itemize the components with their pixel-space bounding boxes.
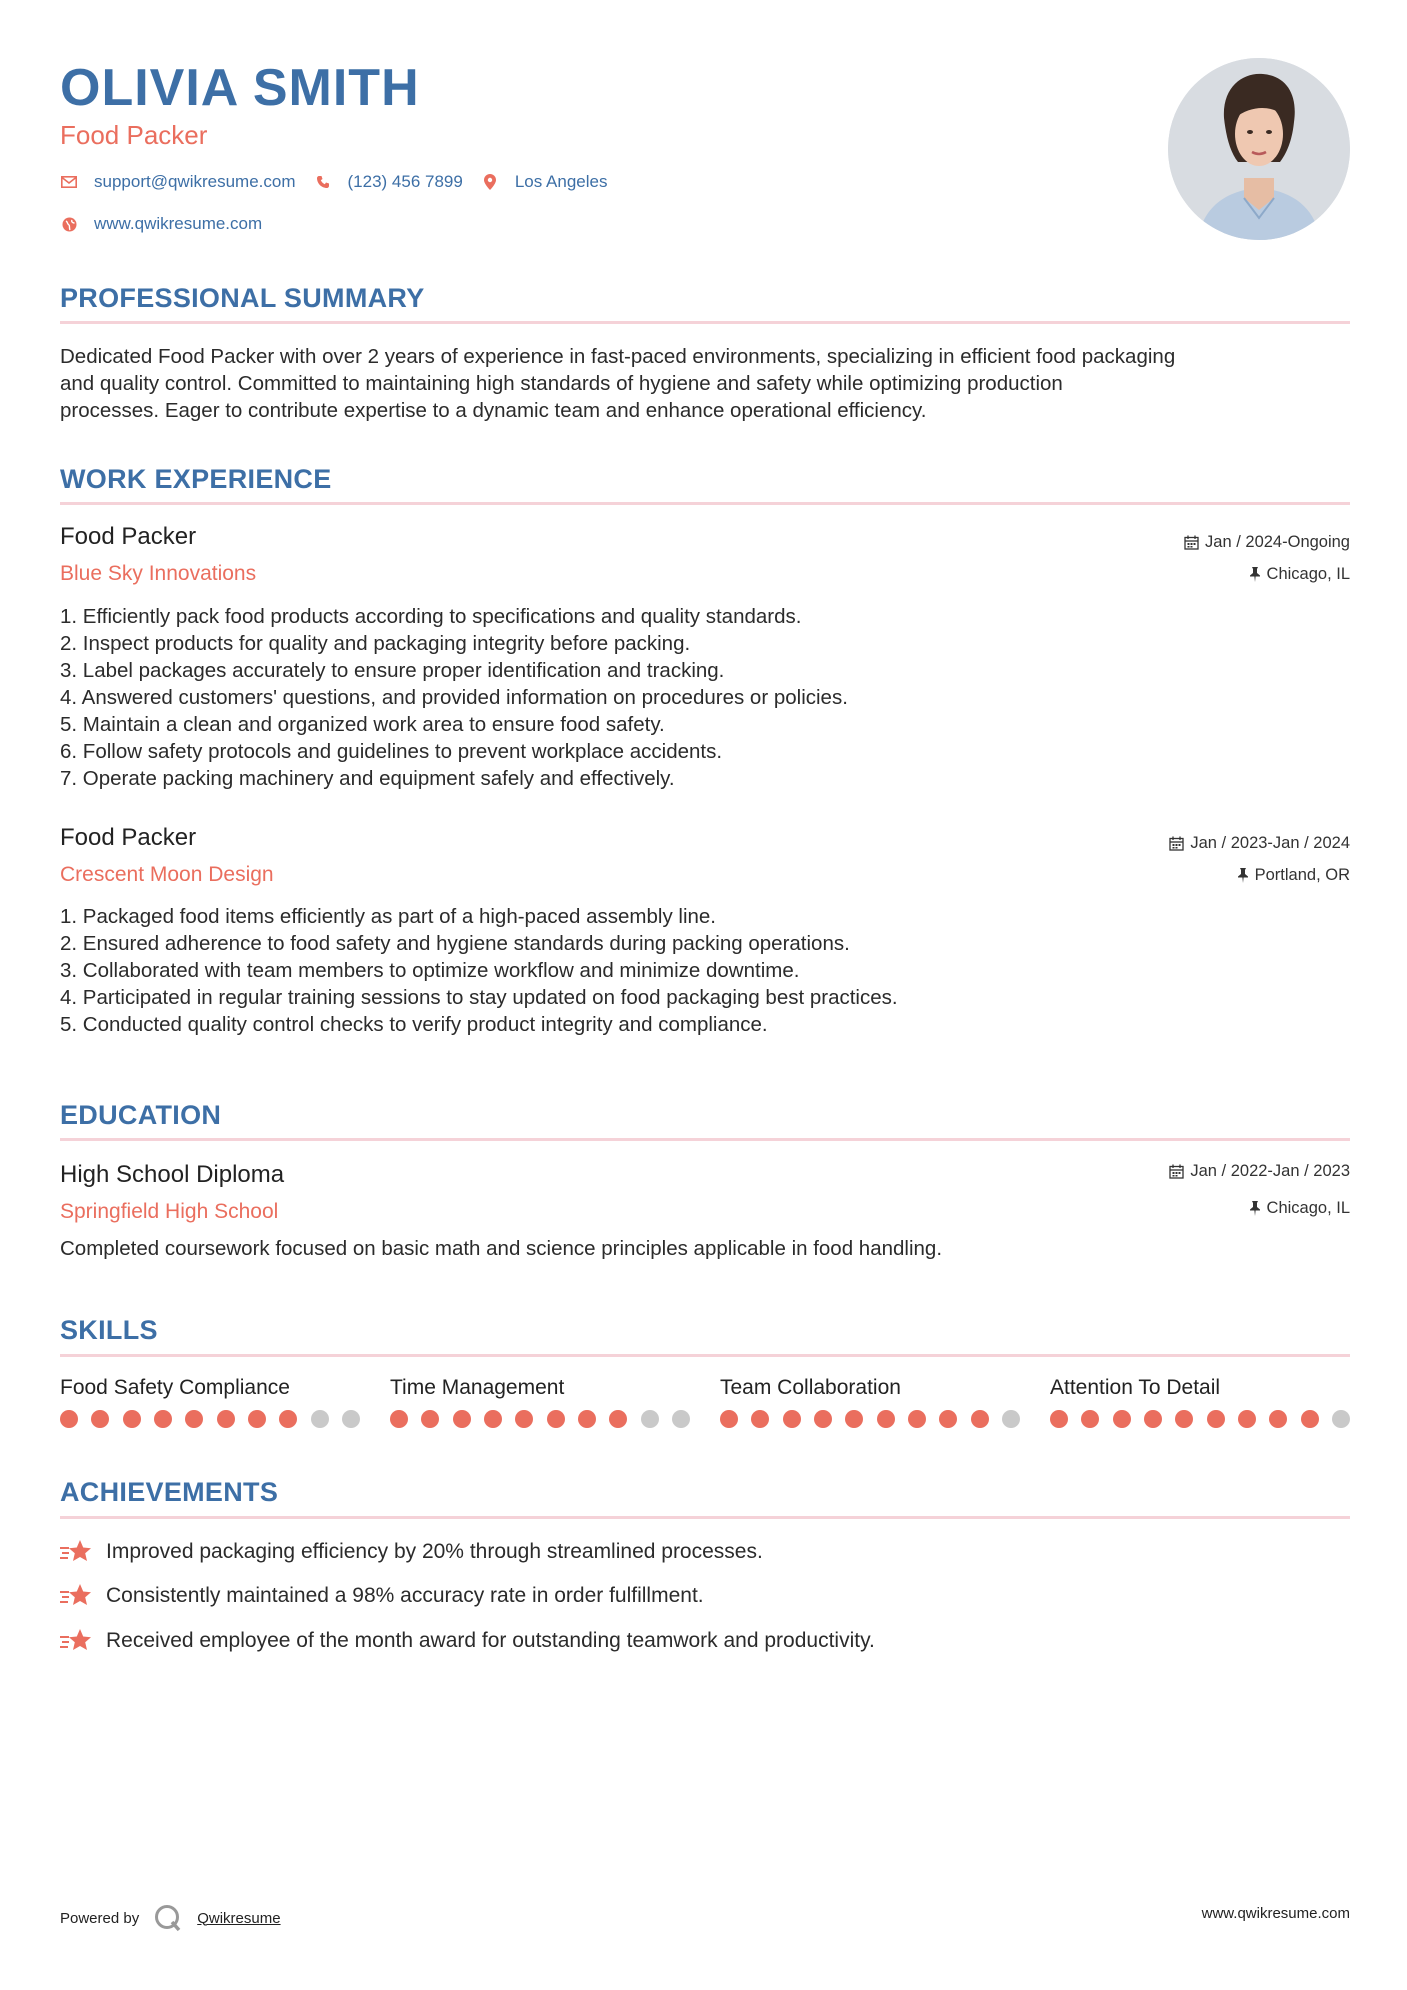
resume-page	[60, 0, 1350, 1990]
achievement-item	[60, 1582, 704, 1610]
rating-dot-filled	[123, 1410, 141, 1428]
rating-dot-filled	[185, 1410, 203, 1428]
rating-dot-filled	[751, 1410, 769, 1428]
skill-name: Attention To Detail	[1050, 1376, 1221, 1399]
rating-dot-filled	[248, 1410, 266, 1428]
job-location	[1237, 866, 1350, 885]
achievement-text: Consistently maintained a 98% accuracy rate in order fulfillment.	[106, 1584, 704, 1607]
skill-name: Time Management	[390, 1376, 565, 1399]
education-heading: EDUCATION	[60, 1100, 222, 1130]
list-item: 1. Efficiently pack food products according to specifications and quality standards.	[60, 605, 802, 628]
achievement-item	[60, 1627, 875, 1655]
powered-by-label: Powered by	[60, 1909, 140, 1927]
job-location-text: Portland, OR	[1254, 866, 1350, 884]
star-icon	[60, 1627, 92, 1655]
skill-name: Team Collaboration	[720, 1376, 901, 1399]
website-link[interactable]: www.qwikresume.com	[94, 214, 263, 233]
email-link[interactable]: support@qwikresume.com	[94, 172, 296, 191]
footer-website[interactable]: www.qwikresume.com	[1201, 1905, 1350, 1922]
list-item: 2. Inspect products for quality and packaging integrity before packing.	[60, 632, 691, 655]
achievement-text: Received employee of the month award for outstanding teamwork and productivity.	[106, 1629, 875, 1652]
skills-heading: SKILLS	[60, 1315, 158, 1345]
rating-dot-filled	[1207, 1410, 1225, 1428]
list-item: 3. Label packages accurately to ensure proper identification and tracking.	[60, 659, 725, 682]
summary-divider	[60, 321, 1350, 324]
rating-dot-filled	[845, 1410, 863, 1428]
calendar-icon	[1169, 836, 1184, 851]
profile-photo	[1168, 58, 1350, 240]
calendar-icon	[1184, 535, 1199, 550]
education-divider	[60, 1138, 1350, 1141]
job-location	[1249, 565, 1350, 584]
rating-dot-filled	[971, 1410, 989, 1428]
rating-dot-filled	[609, 1410, 627, 1428]
rating-dot-filled	[217, 1410, 235, 1428]
rating-dot-filled	[1050, 1410, 1068, 1428]
rating-dot-filled	[515, 1410, 533, 1428]
school-name: Springfield High School	[60, 1200, 279, 1223]
footer-powered-by	[60, 1903, 281, 1933]
rating-dot-filled	[783, 1410, 801, 1428]
star-icon	[60, 1582, 92, 1610]
skill-rating	[60, 1410, 360, 1428]
list-item: 2. Ensured adherence to food safety and hygiene standards during packing operations.	[60, 932, 850, 955]
rating-dot-filled	[814, 1410, 832, 1428]
rating-dot-filled	[720, 1410, 738, 1428]
brand-link[interactable]: Qwikresume	[197, 1909, 281, 1927]
location-pin-icon	[481, 173, 499, 191]
qwikresume-logo-icon	[153, 1903, 183, 1933]
rating-dot-filled	[91, 1410, 109, 1428]
list-item: 3. Collaborated with team members to optimize workflow and minimize downtime.	[60, 959, 800, 982]
rating-dot-empty	[1002, 1410, 1020, 1428]
phone-icon	[314, 173, 332, 191]
education-location-text: Chicago, IL	[1266, 1199, 1350, 1217]
rating-dot-filled	[908, 1410, 926, 1428]
rating-dot-filled	[877, 1410, 895, 1428]
education-description: Completed coursework focused on basic math and science principles applicable in food handling.	[60, 1237, 943, 1260]
skills-divider	[60, 1354, 1350, 1357]
degree-title: High School Diploma	[60, 1161, 285, 1188]
rating-dot-filled	[1238, 1410, 1256, 1428]
rating-dot-filled	[484, 1410, 502, 1428]
education-dates	[1169, 1162, 1350, 1181]
rating-dot-empty	[641, 1410, 659, 1428]
rating-dot-filled	[939, 1410, 957, 1428]
job-dates	[1169, 834, 1350, 853]
skill-name: Food Safety Compliance	[60, 1376, 290, 1399]
rating-dot-filled	[1144, 1410, 1162, 1428]
email-icon	[60, 173, 78, 191]
education-dates-text: Jan / 2022-Jan / 2023	[1190, 1162, 1350, 1180]
skill-item	[1050, 1376, 1350, 1428]
skill-rating	[1050, 1410, 1350, 1428]
list-item: 6. Follow safety protocols and guidelines to prevent workplace accidents.	[60, 740, 723, 763]
rating-dot-empty	[672, 1410, 690, 1428]
job-title: Food Packer	[60, 824, 197, 851]
list-item: 1. Packaged food items efficiently as part of a high-paced assembly line.	[60, 905, 716, 928]
rating-dot-filled	[1301, 1410, 1319, 1428]
job-duties-list	[60, 603, 848, 792]
summary-line: Dedicated Food Packer with over 2 years of experience in fast-paced environments, specializing in efficient food packaging	[60, 345, 1176, 368]
job-duties-list	[60, 903, 898, 1038]
contact-row-secondary	[60, 214, 280, 234]
skill-item	[720, 1376, 1020, 1428]
summary-text	[60, 343, 1350, 424]
achievement-item	[60, 1538, 763, 1566]
list-item: 5. Maintain a clean and organized work area to ensure food safety.	[60, 713, 665, 736]
list-item: 7. Operate packing machinery and equipment safely and effectively.	[60, 767, 675, 790]
pushpin-icon	[1237, 868, 1249, 883]
rating-dot-filled	[60, 1410, 78, 1428]
experience-heading: WORK EXPERIENCE	[60, 464, 332, 494]
skill-item	[390, 1376, 690, 1428]
achievements-heading: ACHIEVEMENTS	[60, 1477, 279, 1507]
list-item: 4. Participated in regular training sessions to stay updated on food packaging best practices.	[60, 986, 898, 1009]
job-location-text: Chicago, IL	[1266, 565, 1350, 583]
skill-rating	[720, 1410, 1020, 1428]
rating-dot-filled	[453, 1410, 471, 1428]
rating-dot-empty	[311, 1410, 329, 1428]
candidate-role: Food Packer	[60, 120, 208, 150]
phone-number[interactable]: (123) 456 7899	[347, 172, 463, 191]
rating-dot-filled	[578, 1410, 596, 1428]
summary-line: processes. Eager to contribute expertise to a dynamic team and enhance operational efficiency.	[60, 399, 927, 422]
job-dates	[1184, 533, 1350, 552]
list-item: 5. Conducted quality control checks to verify product integrity and compliance.	[60, 1013, 768, 1036]
rating-dot-filled	[421, 1410, 439, 1428]
rating-dot-filled	[390, 1410, 408, 1428]
job-title: Food Packer	[60, 523, 197, 550]
rating-dot-filled	[1269, 1410, 1287, 1428]
list-item: 4. Answered customers' questions, and provided information on procedures or policies.	[60, 686, 848, 709]
achievements-divider	[60, 1516, 1350, 1519]
skill-rating	[390, 1410, 690, 1428]
pushpin-icon	[1249, 1201, 1261, 1216]
pushpin-icon	[1249, 567, 1261, 582]
candidate-name: OLIVIA SMITH	[60, 59, 420, 117]
rating-dot-filled	[1081, 1410, 1099, 1428]
experience-divider	[60, 502, 1350, 505]
rating-dot-empty	[1332, 1410, 1350, 1428]
job-company: Blue Sky Innovations	[60, 562, 257, 585]
rating-dot-filled	[279, 1410, 297, 1428]
summary-heading: PROFESSIONAL SUMMARY	[60, 283, 425, 313]
summary-line: and quality control. Committed to maintaining high standards of hygiene and safety while optimizing production	[60, 372, 1063, 395]
rating-dot-filled	[154, 1410, 172, 1428]
contact-row-primary	[60, 172, 625, 192]
skill-item	[60, 1376, 360, 1428]
rating-dot-filled	[547, 1410, 565, 1428]
globe-icon	[60, 215, 78, 233]
star-icon	[60, 1538, 92, 1566]
rating-dot-empty	[342, 1410, 360, 1428]
achievement-text: Improved packaging efficiency by 20% through streamlined processes.	[106, 1540, 763, 1563]
calendar-icon	[1169, 1164, 1184, 1179]
job-dates-text: Jan / 2024-Ongoing	[1205, 533, 1350, 551]
location-text: Los Angeles	[514, 172, 608, 191]
job-company: Crescent Moon Design	[60, 863, 274, 886]
job-dates-text: Jan / 2023-Jan / 2024	[1190, 834, 1350, 852]
education-location	[1249, 1199, 1350, 1218]
rating-dot-filled	[1113, 1410, 1131, 1428]
rating-dot-filled	[1175, 1410, 1193, 1428]
